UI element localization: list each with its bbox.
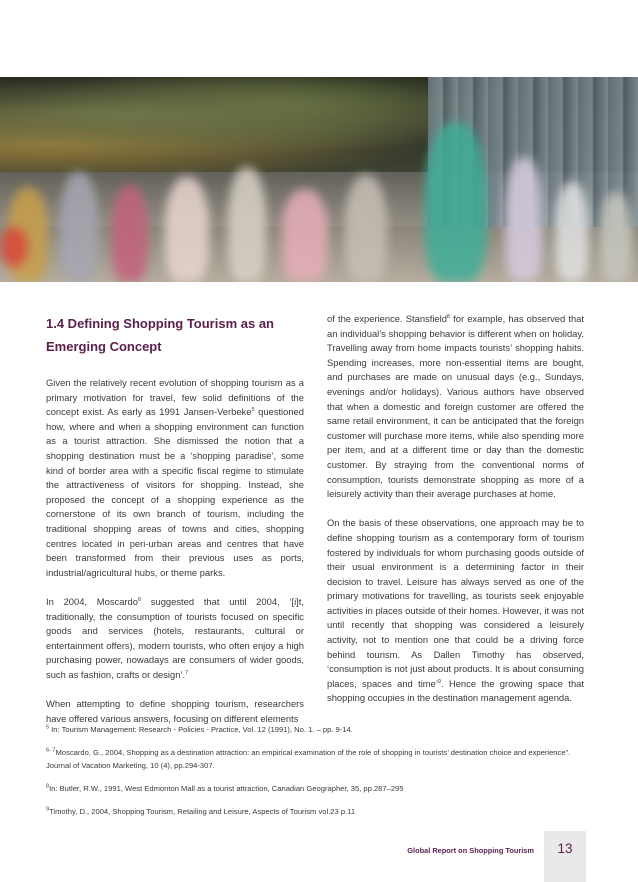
blurred-shopper (112, 185, 148, 282)
footnote-ref: 8 (446, 313, 450, 320)
blurred-shopper (282, 189, 328, 282)
paragraph-definitions: When attempting to define shopping tourism, researchers have offered various answers, focusing on different elements (46, 698, 304, 724)
blurred-shopper (345, 175, 387, 282)
page-number-box (544, 831, 586, 882)
footnote-mark: 6- 7 (46, 747, 56, 754)
blurred-shopper (0, 227, 28, 267)
paragraph-stansfield: of the experience. Stansfield$^8$ for example, has observed that an individual’s shopping behavior is different when on holiday. Travelling away from home impacts tourists’ shopping habits. Spending increases, more non-essential items are bought, and purchases are made on unusual days (e.g., Sundays, evenings and/or holidays). Various authors have observed that when a domestic and foreign customer are offered the same retail environment, it can be anticipated that the foreign customer will purchase more items, while also spending more per item, and at a different time or day than the domestic customer. By straying from the conventional norms of consumption, tourists demonstrate shopping as more of a leisurely activity than their average purchases at home. (327, 313, 584, 500)
footnote-ref: 7 (185, 669, 189, 676)
footer-report-title: Global Report on Shopping Tourism (407, 846, 534, 855)
footnote: $^{6- 7}$Moscardo, G., 2004, Shopping as a destination attraction: an empirical examination of the role of shopping in tourists’ destination choice and experience”. Journal of Vacation Marketing, 10 (4), pp.294-307. (46, 747, 571, 770)
blurred-shopper (600, 192, 632, 282)
blurred-shopper (165, 177, 209, 282)
footnotes (46, 723, 586, 828)
blurred-shopper (60, 172, 98, 282)
section-heading: 1.4 Defining Shopping Tourism as an Emerging Concept (46, 316, 275, 354)
blurred-shopper (228, 167, 266, 282)
footnote: $^8$In: Butler, R.W., 1991, West Edmonton Mall as a tourist attraction, Canadian Geographer, 35, pp.287–295 (46, 783, 404, 793)
footnote-ref: 6 (137, 596, 142, 603)
footnote-ref: 5 (251, 407, 255, 414)
left-text-column (46, 376, 304, 741)
right-text-column (327, 312, 584, 721)
footnote: $^9$Timothy, D., 2004, Shopping Tourism, Retailing and Leisure, Aspects of Tourism vol.23 p.11 (46, 806, 356, 816)
footnote-ref: 9 (437, 678, 441, 685)
blurred-shopper (555, 182, 589, 282)
footnote: $^5$ In: Tourism Management: Research - Policies - Practice, Vol. 12 (1991), No. 1. – pp. 9-14. (46, 724, 353, 734)
blurred-shopper (505, 157, 543, 282)
blurred-shopper (425, 122, 487, 282)
paragraph-jansen-verbeke: Given the relatively recent evolution of shopping tourism as a primary motivation for travel, few solid definitions of the concept exist. As early as 1991 Jansen-Verbeke$^5$ questioned how, where and when a shopping environment can function as a tourist attraction. She dismissed the notion that a shopping destination must be a ‘shopping paradise’, some kind of border area with a specific fiscal regime to stimulate the attractiveness of visitors for shopping. Instead, she proposed the concept of a shopping experience as the cornerstone of its own branch of tourism, including the traditional shopping areas of towns and cities, shopping centres located in peri-urban areas and centres that have been transformed from their previous uses as ports, industrial/agricultural hubs, or theme parks. (46, 377, 304, 578)
footnote-mark: 9 (46, 806, 50, 813)
paragraph-moscardo: In 2004, Moscardo$^6$ suggested that until 2004, ‘[i]t, traditionally, the consumption of tourists focused on specific goods and services (hotels, restaurants, cultural or entertainment offers), modern tourists, who often enjoy a high purchasing power, nowadays are consumers of wider goods, such as fashion, crafts or design’.$^7$ (46, 595, 304, 680)
paragraph-approach: On the basis of these observations, one approach may be to define shopping tourism as a contemporary form of tourism fostered by individuals for whom purchasing goods outside of their usual environment is a determining factor in their decision to travel. Leisure has always served as one of the primary motivations for travelling, as tourists seek enjoyable activities in places outside of their homes. However, it was not until recently that shopping was considered a leisurely activity, not to mention one that could be a driving force behind tourism. As Dallen Timothy has observed, ‘consumption is not just about products. It is about consuming places, spaces and time’$^9$. Hence the growing space that shopping occupies in the destination management agenda. (327, 517, 584, 704)
footnote-mark: 8 (46, 783, 50, 790)
page-number: 13 (557, 841, 573, 856)
footnote-mark: 5 (46, 724, 50, 731)
hero-photo-shoppers (0, 77, 638, 282)
